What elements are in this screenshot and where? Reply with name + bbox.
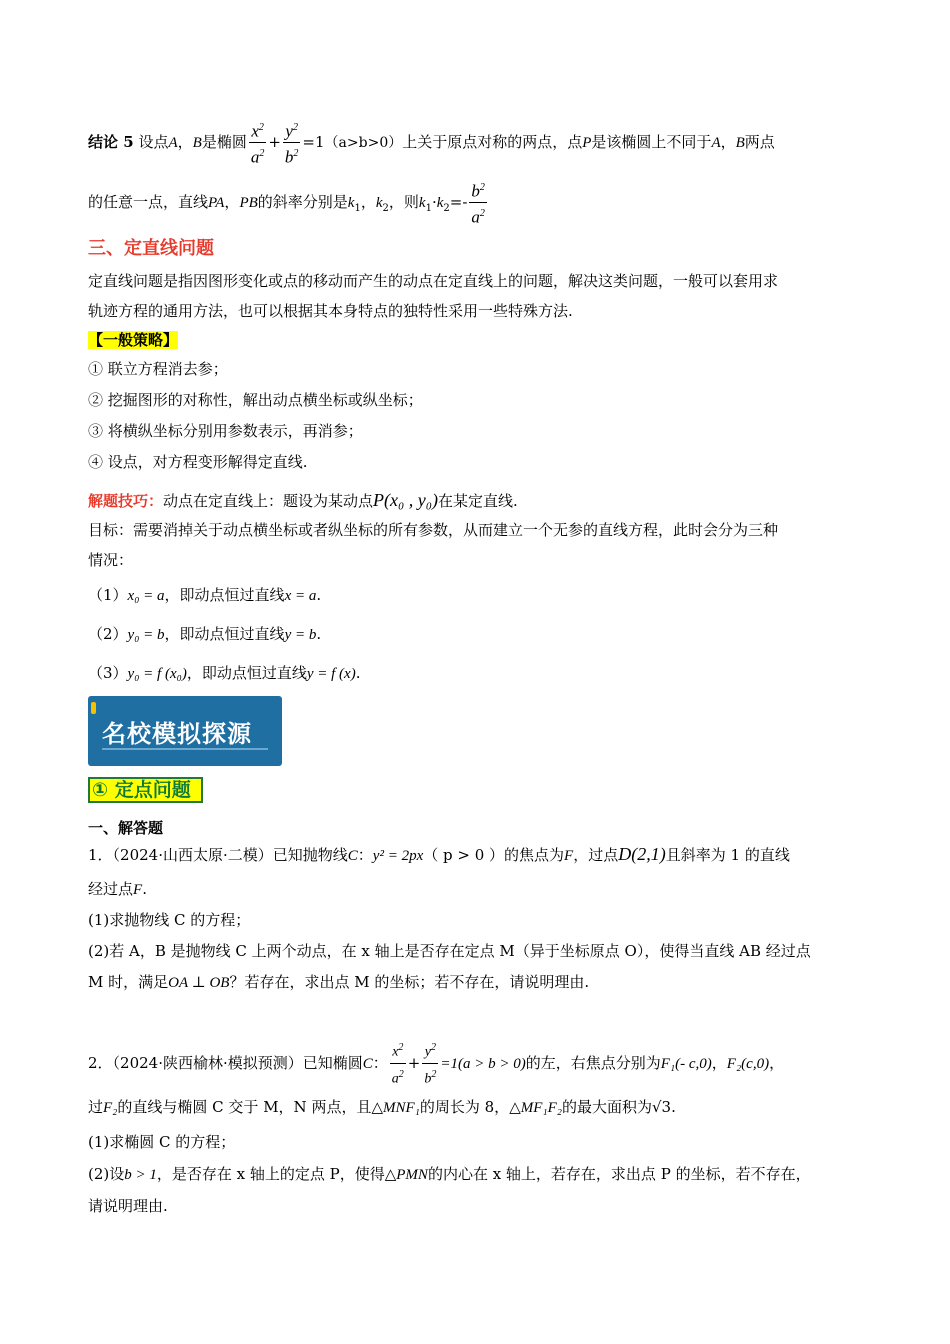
case-end: .: [316, 625, 322, 643]
focus-f: F: [564, 848, 574, 864]
text: 的最大面积为: [561, 1098, 652, 1116]
conclusion-5-line-1: 结论 5 设点A，B是椭圆 $\frac{x^2}{a^2}$ + $\frac{y^2}{b^2}$ =1（a>b>0）上关于原点对称的两点，点P是该椭圆上不同于A，B两点: [88, 118, 862, 168]
text: ：: [357, 846, 373, 864]
case-3: [88, 662, 862, 685]
case-num: （3）: [88, 664, 128, 682]
text: ，是否存在 x 轴上的定点 P，使得: [156, 1165, 385, 1183]
tip-point: P(x₀ , y₀): [373, 490, 439, 510]
strategy-step: ② 挖掘图形的对称性，解出动点横坐标或纵坐标；: [88, 391, 423, 409]
case-mid: ，即动点恒过直线: [164, 586, 285, 604]
text: ，: [177, 133, 193, 152]
text: 且斜率为 1 的直线: [665, 846, 790, 864]
triangle-mnf1: △MNF₁: [371, 1100, 420, 1116]
banner: [88, 696, 282, 766]
case-cond: y₀ = b: [127, 627, 165, 643]
problem-2-q1: (1)求椭圆 C 的方程；: [88, 1133, 236, 1151]
fraction-y2-b2: $\frac{y^2}{b^2}$: [422, 1038, 438, 1090]
section-title: 三、定直线问题: [88, 238, 214, 259]
condition: （a>b>0）: [324, 135, 403, 152]
text: 的任意一点，直线: [88, 193, 209, 212]
text: 是该椭圆上不同于: [591, 133, 712, 152]
text: 经过点: [88, 880, 134, 898]
focus-f2: F₂: [103, 1100, 118, 1116]
ellipse-c: C: [362, 1056, 373, 1073]
focus-f1: F₁(- c,0): [660, 1056, 712, 1073]
focus-f2: F₂(c,0): [726, 1056, 770, 1073]
condition: （ p > 0 ）: [423, 846, 505, 864]
problem-2-line-2: [88, 1096, 862, 1119]
problem-1-line-2: 经过点F.: [88, 880, 147, 898]
fraction-y2-b2: $\frac{y^2}{b^2}$: [284, 121, 299, 167]
case-line: x = a: [284, 588, 317, 604]
text: ，则: [388, 193, 419, 212]
text: ，: [769, 1054, 785, 1073]
sqrt-3: √3: [652, 1098, 672, 1116]
banner-underline: [102, 748, 268, 750]
problem-1-line-1: [88, 843, 862, 867]
text: 的斜率分别是: [257, 193, 348, 212]
paragraph-line: 定直线问题是指因图形变化或点的移动而产生的动点在定直线上的问题，解决这类问题，一般可以套用求: [88, 272, 779, 290]
tip-text: 动点在定直线上：题设为某动点: [163, 492, 374, 510]
conclusion-label: 结论 5: [88, 133, 134, 152]
case-cond: x₀ = a: [127, 588, 165, 604]
case-num: （1）: [88, 586, 128, 604]
equals-neg: =-: [449, 193, 468, 212]
text: 上关于原点对称的两点，点: [402, 133, 583, 152]
goal-line: 目标：需要消掉关于动点横坐标或者纵坐标的所有参数，从而建立一个无参的直线方程，此时会分为三种: [88, 521, 779, 539]
text: 的周长为 8，: [419, 1098, 510, 1116]
tip-end: 在某定直线.: [438, 492, 518, 510]
fraction-b2-a2: $\frac{b^2}{a^2}$: [471, 181, 485, 227]
text: 两点: [744, 133, 775, 152]
case-mid: ，即动点恒过直线: [186, 664, 307, 682]
text: (2)设: [88, 1165, 125, 1183]
case-cond: y₀ = f (x₀): [127, 666, 187, 682]
case-num: （2）: [88, 625, 128, 643]
fraction-x2-a2: $\frac{x^2}{a^2}$: [390, 1038, 406, 1090]
topic-title: ① 定点问题: [88, 777, 203, 803]
case-line: y = f (x): [306, 666, 356, 682]
strategy-step: ④ 设点，对方程变形解得定直线.: [88, 453, 308, 471]
strategy-label: 【一般策略】: [88, 331, 179, 349]
banner-accent: [91, 702, 96, 714]
triangle-pmn: △PMN: [384, 1167, 428, 1183]
conclusion-5-line-2: 的任意一点，直线PA，PB的斜率分别是$k_1$，$k_2$，则$k_1\cdot k_2=-$ $\frac{b^2}{a^2}$: [88, 178, 862, 232]
text: 是椭圆: [201, 133, 247, 152]
problem-2-q2-line-1: [88, 1163, 862, 1186]
text: 过: [88, 1098, 104, 1116]
problem-1-q2-line-2: [88, 971, 862, 994]
strategy-step: ① 联立方程消去参；: [88, 360, 228, 378]
tip-label: 解题技巧：: [88, 492, 164, 510]
text: 的左，右焦点分别为: [525, 1054, 661, 1073]
case-mid: ，即动点恒过直线: [164, 625, 285, 643]
text: .: [142, 880, 147, 898]
text: M 时，满足: [88, 973, 169, 991]
problems-heading-text: 一、解答题: [88, 819, 164, 837]
banner-title: 名校模拟探源: [102, 720, 252, 748]
slope-k2: k: [375, 195, 383, 212]
text: 的内心在 x 轴上，若存在，求出点 P 的坐标，若不存在，: [427, 1165, 811, 1183]
point-d: D(2,1): [618, 844, 666, 864]
curve-c: C: [347, 848, 358, 864]
goal-line: 情况：: [88, 551, 134, 569]
text: ，过点: [573, 846, 619, 864]
text: ，: [711, 1054, 727, 1073]
problem-2-line-1: 2．（2024·陕西榆林·模拟预测）已知椭圆C： $\frac{x^2}{a^2}$ + $\frac{y^2}{b^2}$ =1(a > b > 0)的左，右焦点分别为F₁(- c,0)，F₂(c,0)，: [88, 1038, 862, 1090]
tip-row: [88, 489, 862, 512]
text: 2．（2024·陕西榆林·模拟预测）已知椭圆: [88, 1054, 363, 1073]
line-pb: PB: [239, 195, 258, 212]
problem-2-q2-line-2: 请说明理由.: [88, 1197, 168, 1215]
parabola-eq: y² = 2px: [372, 848, 424, 864]
problem-1-q2-line-1: (2)若 A，B 是抛物线 C 上两个动点，在 x 轴上是否存在定点 M（异于坐标原点 O），使得当直线 AB 经过点: [88, 942, 811, 960]
strategy-step: ③ 将横纵坐标分别用参数表示，再消参；: [88, 422, 363, 440]
text: 的直线与椭圆 C 交于 M，N 两点，且: [117, 1098, 372, 1116]
section-heading: [88, 238, 862, 260]
case-2: [88, 623, 862, 646]
equals-one: =1: [302, 133, 325, 152]
fraction-x2-a2: $\frac{x^2}{a^2}$: [250, 121, 265, 167]
text: ：: [372, 1054, 388, 1073]
text: 的焦点为: [504, 846, 565, 864]
case-end: .: [316, 586, 322, 604]
text: 1．（2024·山西太原·二模）已知抛物线: [88, 846, 348, 864]
case-1: [88, 584, 862, 607]
point-p: P: [582, 135, 592, 152]
case-line: y = b: [284, 627, 317, 643]
line-pa: PA: [208, 195, 225, 212]
problem-1-q1: (1)求抛物线 C 的方程；: [88, 911, 251, 929]
ellipse-eq-tail: =1(a > b > 0): [440, 1056, 526, 1073]
text: 设点: [138, 133, 169, 152]
problems-heading: [88, 817, 862, 839]
paragraph-line: 轨迹方程的通用方法，也可以根据其本身特点的独特性采用一些特殊方法.: [88, 302, 573, 320]
case-end: .: [355, 664, 361, 682]
text: ？若存在，求出点 M 的坐标；若不存在，请说明理由.: [229, 973, 590, 991]
strategy-label-row: [88, 329, 862, 351]
slope-k1: k: [347, 195, 355, 212]
condition: b > 1: [124, 1167, 157, 1183]
text: .: [671, 1098, 676, 1116]
point-b: B: [192, 135, 202, 152]
point-a: A: [168, 135, 178, 152]
triangle-mf1f2: △MF₁F₂: [509, 1100, 562, 1116]
perp-condition: OA ⊥ OB: [168, 975, 230, 991]
